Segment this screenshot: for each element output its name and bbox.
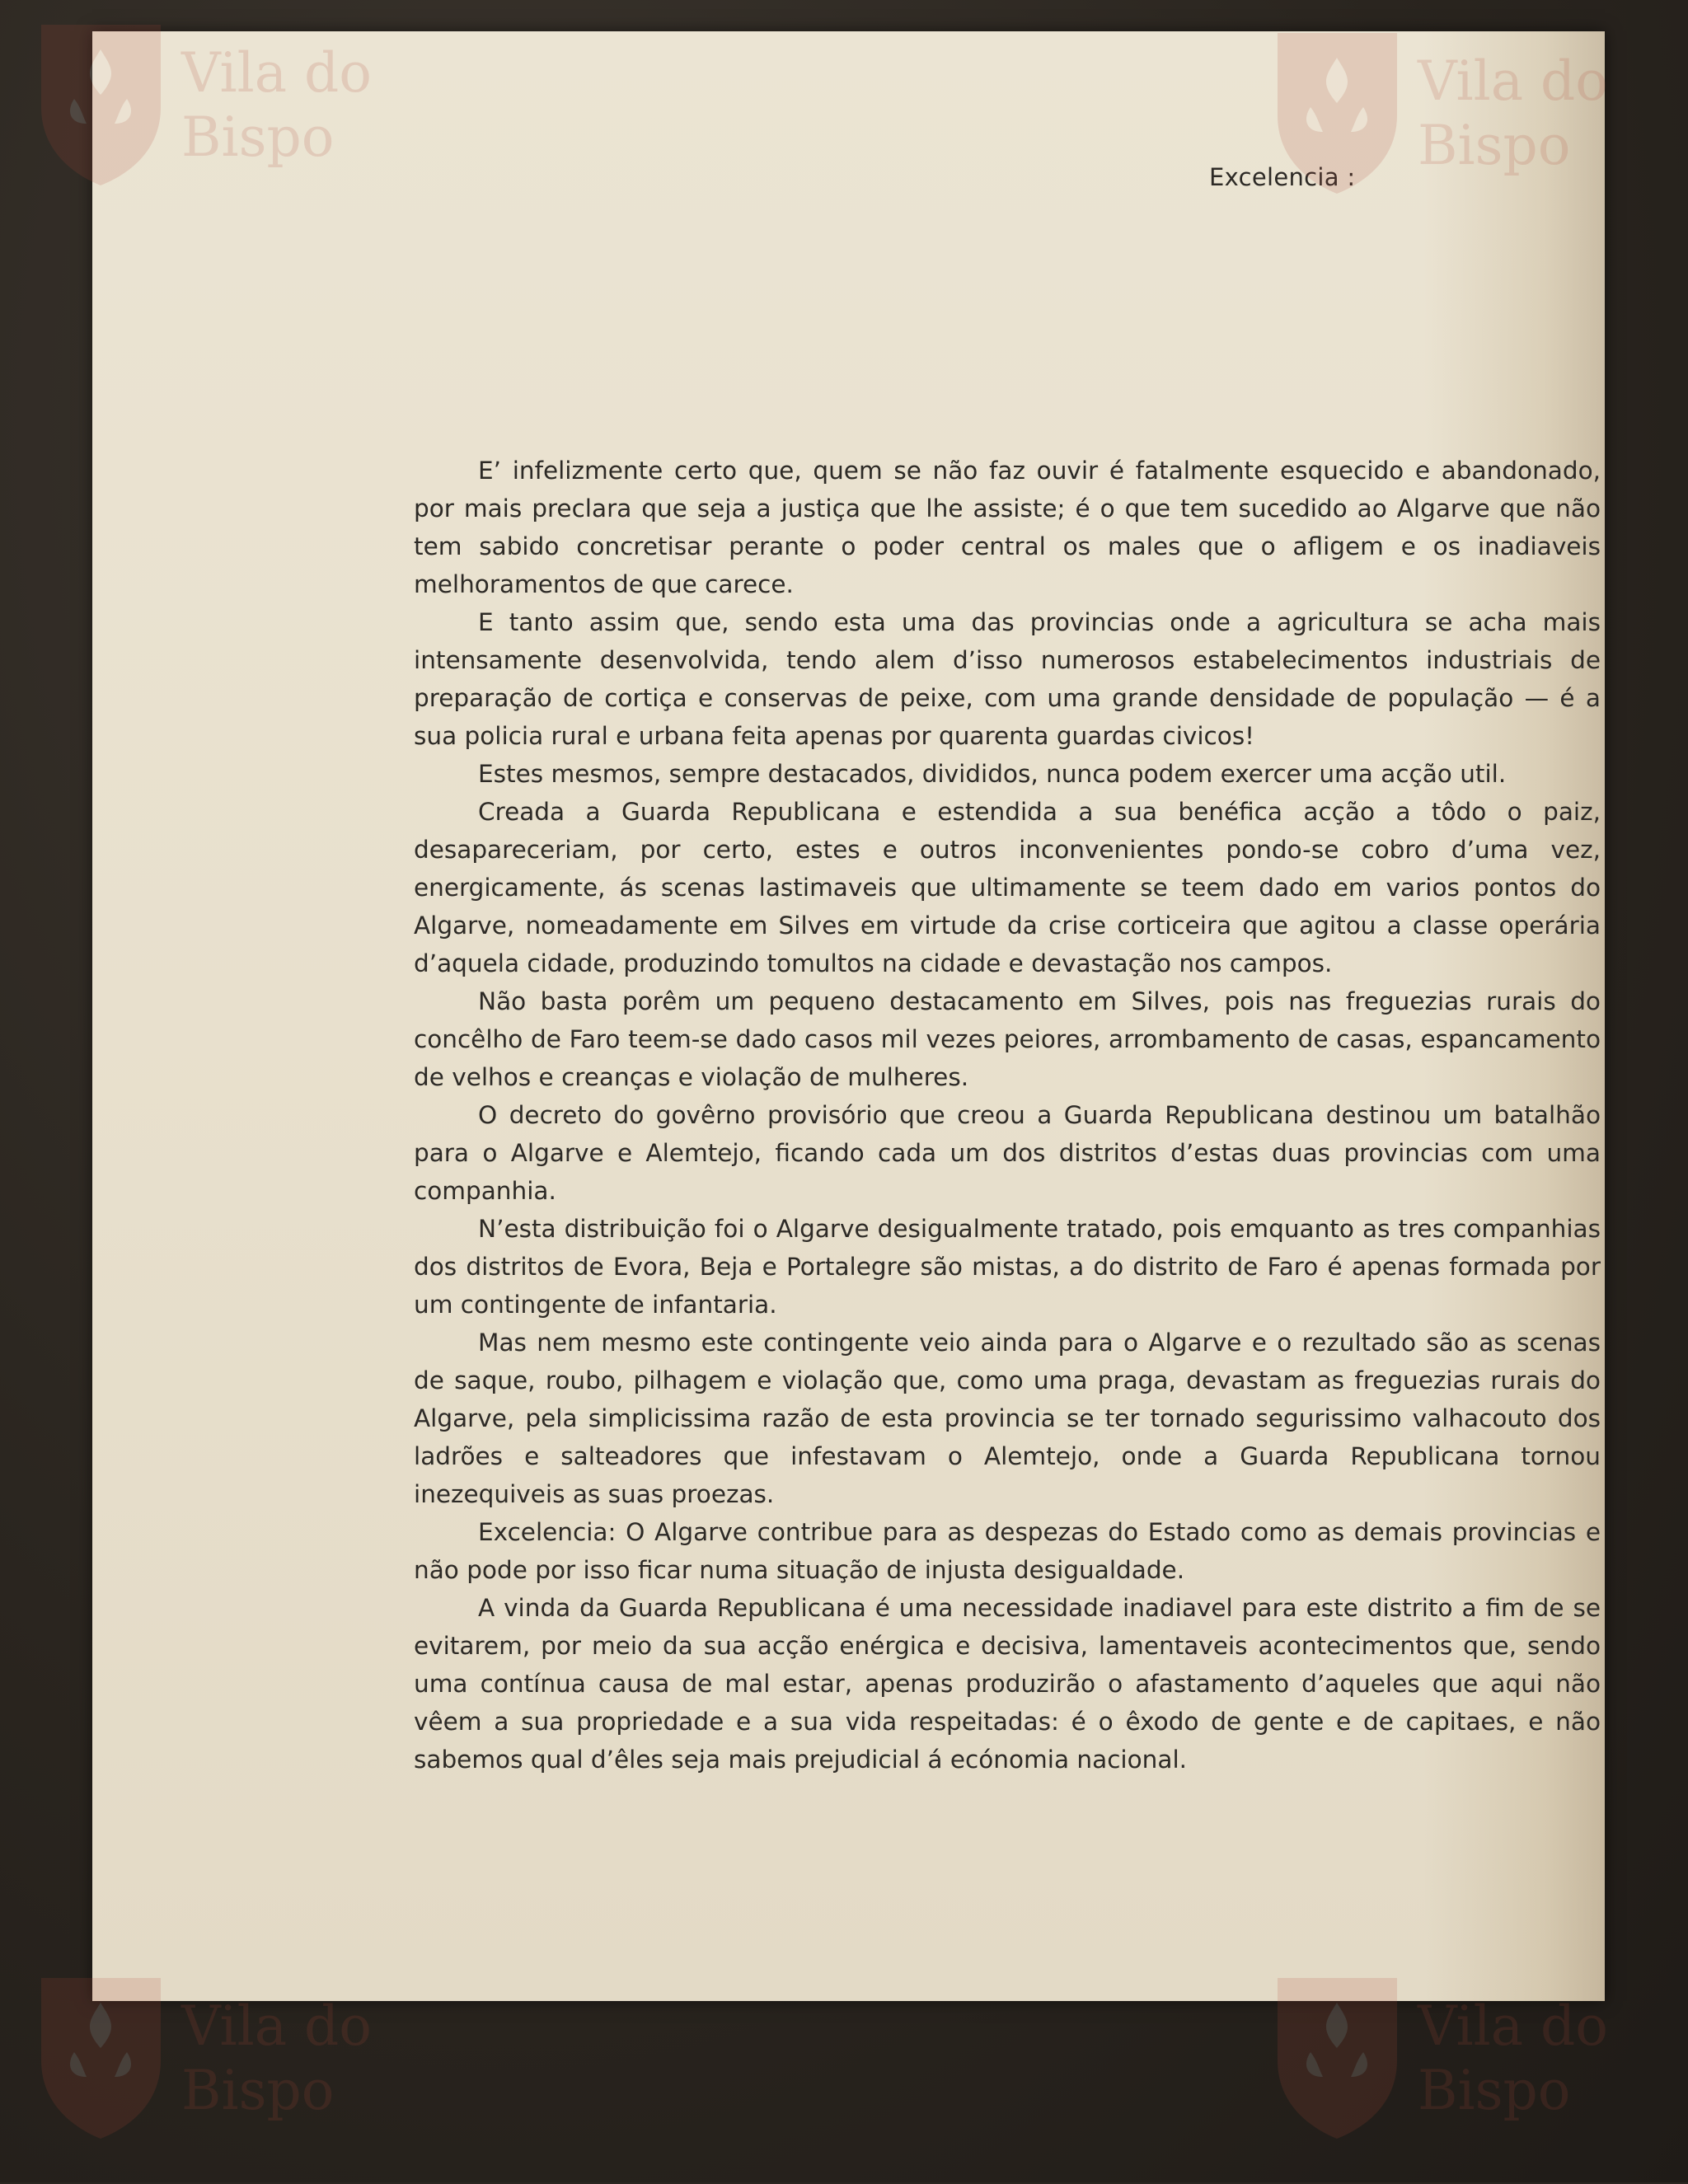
salutation: Excelencia : — [1209, 163, 1356, 191]
paragraph: Estes mesmos, sempre destacados, divididos, nunca podem exercer uma acção util. — [478, 760, 1507, 788]
paragraph: Mas nem mesmo este contingente veio ainda para o Algarve e o rezultado são as scenas de saque, roubo, pilhagem e violação que, como uma praga, devastam as freguezias rurais do Algarve, pela simplicissima razão de esta provincia se ter tornado segurissimo valhacouto dos ladrões e salteadores que infestavam o Alemtejo, onde a Guarda Republicana tornou inezequiveis as suas proezas. — [414, 1329, 1601, 1508]
paragraph: N’esta distribuição foi o Algarve desigualmente tratado, pois emquanto as tres companhias dos distritos de Evora, Beja e Portalegre são mistas, a do distrito de Faro é apenas formada por um contingente de infantaria. — [414, 1215, 1601, 1319]
letter-body — [414, 452, 1601, 1779]
paragraph: O decreto do govêrno provisório que creou a Guarda Republicana destinou um batalhão para o Algarve e Alemtejo, ficando cada um dos distritos d’estas duas provincias com uma companhia. — [414, 1101, 1601, 1205]
paragraph: E tanto assim que, sendo esta uma das provincias onde a agricultura se acha mais intensamente desenvolvida, tendo alem d’isso numerosos estabelecimentos industriais de preparação de cortiça e conservas de peixe, com uma grande densidade de população — é a sua policia rural e urbana feita apenas por quarenta guardas civicos! — [414, 608, 1601, 750]
paragraph: E’ infelizmente certo que, quem se não faz ouvir é fatalmente esquecido e abandonado, por mais preclara que seja a justiça que lhe assiste; é o que tem sucedido ao Algarve que não tem sabido concretisar perante o poder central os males que o afligem e os inadiaveis melhoramentos de que carece. — [414, 457, 1601, 598]
paragraph: Não basta porêm um pequeno destacamento em Silves, pois nas freguezias rurais do concêlho de Faro teem-se dado casos mil vezes peiores, arrombamento de casas, espancamento de velhos e creanças e violação de mulheres. — [414, 987, 1601, 1091]
paragraph: Creada a Guarda Republicana e estendida a sua benéfica acção a tôdo o paiz, desapareceriam, por certo, estes e outros inconvenientes pondo-se cobro d’uma vez, energicamente, ás scenas lastimaveis que ultimamente se teem dado em varios pontos do Algarve, nomeadamente em Silves em virtude da crise corticeira que agitou a classe operária d’aquela cidade, produzindo tomultos na cidade e devastação nos campos. — [414, 798, 1601, 977]
document-page — [92, 31, 1605, 2001]
paragraph: A vinda da Guarda Republicana é uma necessidade inadiavel para este distrito a fim de se evitarem, por meio da sua acção enérgica e decisiva, lamentaveis acontecimentos que, sendo uma contínua causa de mal estar, apenas produzirão o afastamento d’aqueles que aqui não vêem a sua propriedade e a sua vida respeitadas: é o êxodo de gente e de capitaes, e não sabemos qual d’êles seja mais prejudicial á ecónomia nacional. — [414, 1594, 1601, 1774]
paragraph: Excelencia: O Algarve contribue para as despezas do Estado como as demais provincias e não pode por isso ficar numa situação de injusta desigualdade. — [414, 1518, 1601, 1584]
